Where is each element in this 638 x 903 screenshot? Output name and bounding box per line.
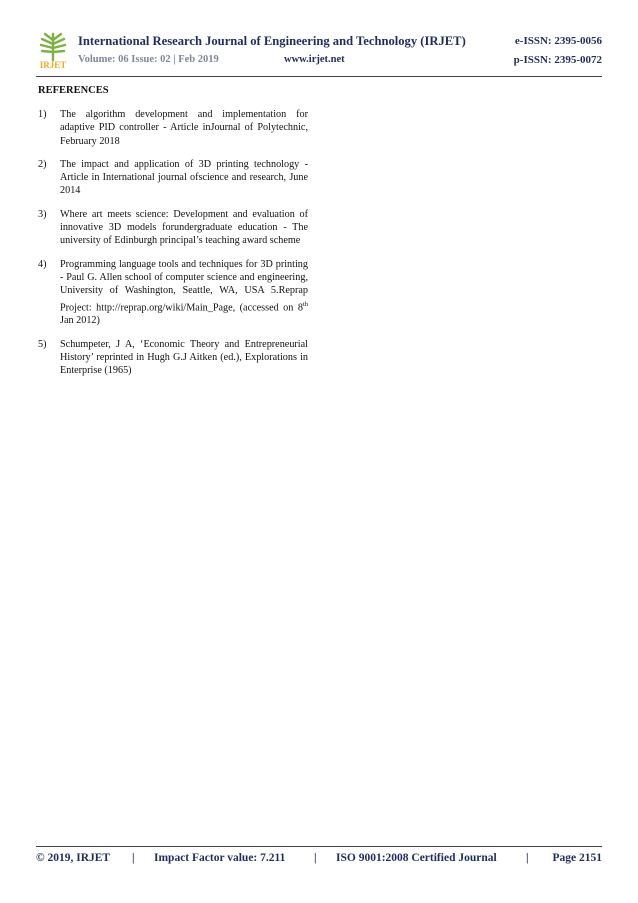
reference-superscript: th	[302, 300, 308, 308]
reference-text-main: Programming language tools and techniques for 3D printing - Paul G. Allen school of computer science and engineering, University of Washington, Seattle, WA, USA 5.Reprap Project: http://reprap.org/wiki/Main_Page, (accessed on 8	[60, 258, 308, 313]
logo-text: IRJET	[39, 60, 67, 70]
journal-website: www.irjet.net	[284, 54, 345, 65]
reference-item	[38, 158, 308, 198]
reference-item	[38, 208, 308, 248]
footer-copyright: © 2019, IRJET	[36, 852, 111, 864]
reference-text: The impact and application of 3D printing technology - Article in International journal ofscience and research, June 2014	[60, 158, 308, 197]
footer-separator: |	[526, 852, 529, 864]
footer-impact-factor: Impact Factor value: 7.211	[154, 852, 286, 864]
reference-text: Where art meets science: Development and evaluation of innovative 3D models forundergraduate education - The university of Edinburgh principal’s teaching award scheme	[60, 208, 308, 247]
reference-text-end: Jan 2012)	[60, 315, 100, 327]
references-section	[38, 85, 308, 387]
reference-number: 3)	[38, 208, 47, 220]
reference-text: The algorithm development and implementation for adaptive PID controller - Article inJournal of Polytechnic, February 2018	[60, 109, 308, 147]
footer-page-number: Page 2151	[552, 852, 602, 864]
journal-title: International Research Journal of Engineering and Technology (IRJET)	[78, 34, 466, 48]
reference-item	[38, 258, 308, 328]
reference-number: 4)	[38, 258, 47, 270]
reference-number: 1)	[38, 109, 47, 120]
reference-item	[38, 338, 308, 378]
e-issn: e-ISSN: 2395-0056	[514, 35, 602, 47]
footer-separator: |	[314, 852, 317, 864]
footer-rule	[36, 846, 602, 847]
reference-item	[38, 108, 308, 148]
references-heading: REFERENCES	[38, 85, 109, 96]
reference-text: Schumpeter, J A, ‘Economic Theory and Entrepreneurial History’ reprinted in Hugh G.J Aitken (ed.), Explorations in Enterprise (1965)	[60, 338, 308, 377]
irjet-logo-icon	[36, 30, 70, 70]
p-issn: p-ISSN: 2395-0072	[513, 54, 602, 66]
reference-number: 5)	[38, 338, 47, 350]
page-header	[36, 30, 602, 76]
volume-issue: Volume: 06 Issue: 02 | Feb 2019	[78, 54, 219, 65]
footer-iso: ISO 9001:2008 Certified Journal	[336, 852, 497, 864]
reference-number: 2)	[38, 158, 47, 170]
reference-text	[60, 258, 308, 328]
footer-separator: |	[132, 852, 135, 864]
header-rule	[36, 76, 602, 77]
